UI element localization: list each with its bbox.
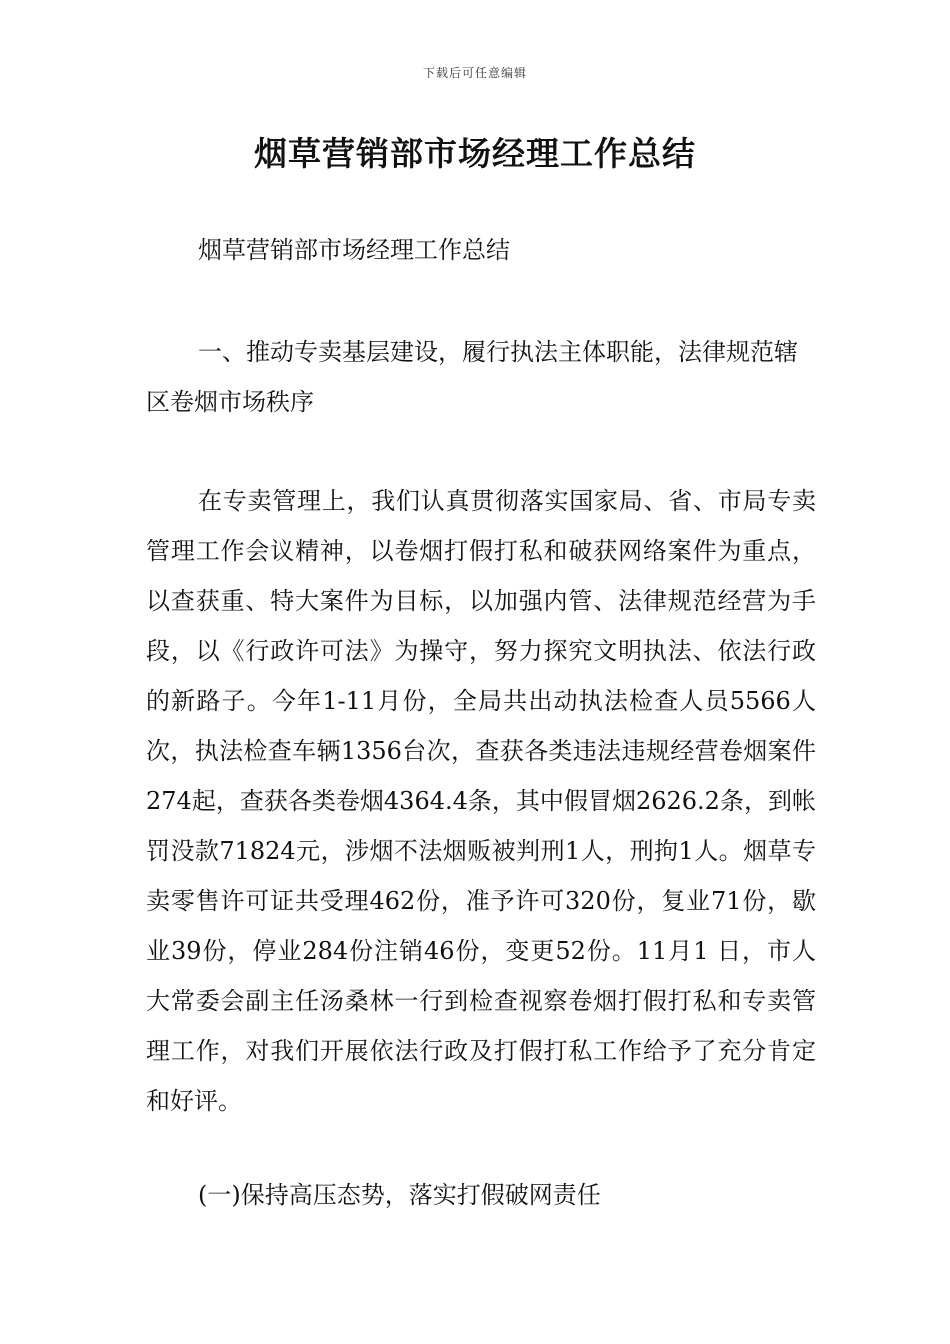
document-subtitle: 烟草营销部市场经理工作总结 xyxy=(198,236,510,264)
header-note: 下载后可任意编辑 xyxy=(422,66,527,80)
subsection-heading: (一)保持高压态势，落实打假破网责任 xyxy=(198,1181,601,1209)
document-title: 烟草营销部市场经理工作总结 xyxy=(254,134,696,173)
body-paragraph: 在专卖管理上，我们认真贯彻落实国家局、省、市局专卖管理工作会议精神，以卷烟打假打私和破获网络案件为重点，以查获重、特大案件为目标，以加强内管、法律规范经营为手段，以《行政许可法》为操守，努力探究文明执法、依法行政的新路子。今年1-11月份，全局共出动执法检查人员5566人次，执法检查车辆1356台次，查获各类违法违规经营卷烟案件274起，查获各类卷烟4364.4条，其中假冒烟2626.2条，到帐罚没款71824元，涉烟不法烟贩被判刑1人，刑拘1人。烟草专卖零售许可证共受理462份，准予许可320份，复业71份，歇业39份，停业284份注销46份，变更52份。11月1 日，市人大常委会副主任汤桑林一行到检查视察卷烟打假打私和专卖管理工作，对我们开展依法行政及打假打私工作给予了充分肯定和好评。 xyxy=(146,487,816,1115)
section-heading: 一、推动专卖基层建设，履行执法主体职能，法律规范辖区卷烟市场秩序 xyxy=(146,338,798,416)
